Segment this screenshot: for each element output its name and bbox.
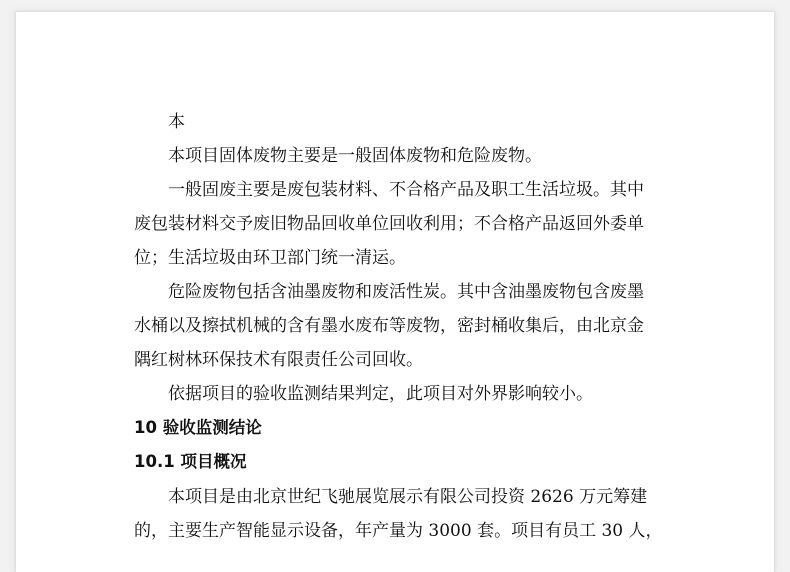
paragraph-general-waste-line-2: 废包装材料交予废旧物品回收单位回收利用；不合格产品返回外委单: [134, 214, 644, 234]
document-page: [16, 12, 774, 572]
paragraph-conclusion: 依据项目的验收监测结果判定，此项目对外界影响较小。: [168, 384, 593, 404]
overview-line-1: 本项目是由北京世纪飞驰展览展示有限公司投资 2626 万元筹建: [168, 487, 648, 507]
paragraph-fragment: 本: [168, 112, 185, 132]
paragraph-hazardous-waste-line-3: 隅红树林环保技术有限责任公司回收。: [134, 350, 423, 370]
section-heading: 10 验收监测结论: [134, 418, 262, 437]
paragraph-solid-waste-summary: 本项目固体废物主要是一般固体废物和危险废物。: [168, 146, 542, 166]
subsection-heading: 10.1 项目概况: [134, 452, 247, 471]
paragraph-general-waste-line-1: 一般固废主要是废包装材料、不合格产品及职工生活垃圾。其中: [168, 180, 644, 200]
overview-line-2: 的，主要生产智能显示设备，年产量为 3000 套。项目有员工 30 人，: [134, 521, 663, 541]
paragraph-general-waste-line-3: 位；生活垃圾由环卫部门统一清运。: [134, 248, 406, 268]
paragraph-hazardous-waste-line-2: 水桶以及擦拭机械的含有墨水废布等废物，密封桶收集后，由北京金: [134, 316, 644, 336]
paragraph-hazardous-waste-line-1: 危险废物包括含油墨废物和废活性炭。其中含油墨废物包含废墨: [168, 282, 644, 302]
